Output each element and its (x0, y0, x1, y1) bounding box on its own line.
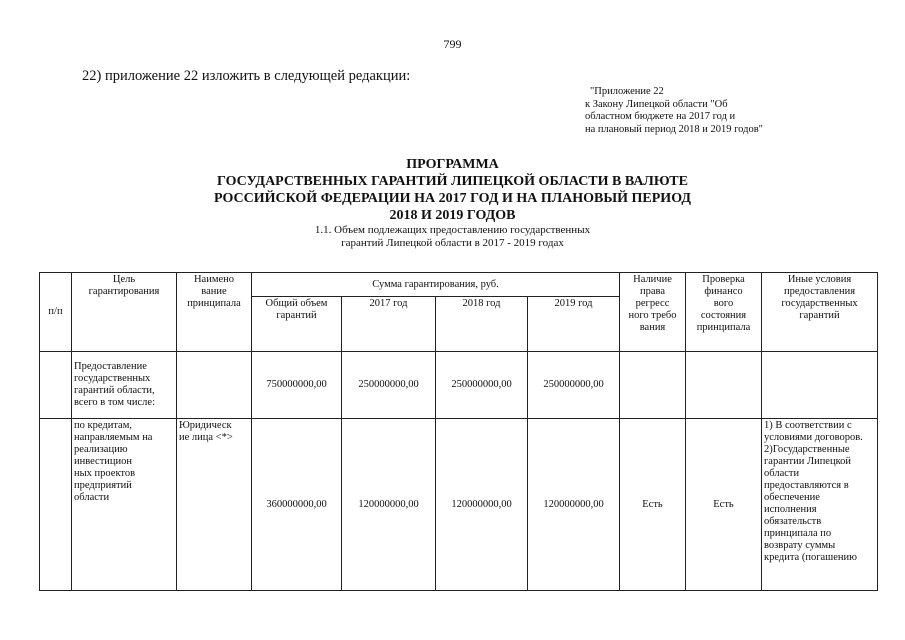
cell-check: Есть (686, 419, 762, 591)
cell-2019: 120000000,00 (528, 419, 620, 591)
cell-num (40, 352, 72, 419)
cell-num (40, 419, 72, 591)
cell-2019: 250000000,00 (528, 352, 620, 419)
cell-total: 750000000,00 (252, 352, 342, 419)
appendix-ref-line: на плановый период 2018 и 2019 годов" (585, 123, 763, 135)
document-title (0, 156, 905, 249)
title-line: РОССИЙСКОЙ ФЕДЕРАЦИИ НА 2017 ГОД И НА ПЛАНОВЫЙ ПЕРИОД (213, 191, 692, 206)
cell-check (686, 352, 762, 419)
cell-2017: 250000000,00 (342, 352, 436, 419)
appendix-ref-line: "Приложение 22 (590, 86, 664, 97)
header-purpose: Цель гарантирования (72, 273, 177, 352)
subtitle-line: 1.1. Объем подлежащих предоставлению государственных (314, 224, 591, 236)
guarantees-table (39, 272, 878, 591)
header-principal: Наимено вание принципала (177, 273, 252, 352)
cell-purpose: по кредитам, направляемым на реализацию инвестицион ных проектов предприятий области (72, 419, 177, 591)
cell-other: 1) В соответствии с условиями договоров. 2)Государственные гарантии Липецкой области предоставляются в обеспечение исполнения обязательств принципала по возврату суммы кредита (погашению (762, 419, 878, 591)
title-line: 2018 И 2019 ГОДОВ (389, 208, 516, 223)
header-2018: 2018 год (436, 297, 528, 352)
cell-2018: 250000000,00 (436, 352, 528, 419)
header-check: Проверка финансо вого состояния принципала (686, 273, 762, 352)
cell-total: 360000000,00 (252, 419, 342, 591)
header-regress: Наличие права регресс ного требо вания (620, 273, 686, 352)
appendix-ref-line: областном бюджете на 2017 год и (585, 111, 736, 122)
page-number: 799 (443, 37, 462, 51)
table-row (40, 352, 878, 419)
header-total: Общий объем гарантий (252, 297, 342, 352)
cell-principal (177, 352, 252, 419)
cell-purpose: Предоставление государственных гарантий области, всего в том числе: (72, 352, 177, 419)
header-other: Иные условия предоставления государственных гарантий (762, 273, 878, 352)
subtitle-line: гарантий Липецкой области в 2017 - 2019 годах (341, 236, 564, 249)
header-num: п/п (40, 273, 72, 352)
cell-principal: Юридическ ие лица <*> (177, 419, 252, 591)
table-row (40, 419, 878, 591)
cell-other (762, 352, 878, 419)
cell-regress: Есть (620, 419, 686, 591)
title-line: ПРОГРАММА (406, 157, 499, 172)
header-sum-group: Сумма гарантирования, руб. (252, 273, 620, 297)
cell-2017: 120000000,00 (342, 419, 436, 591)
appendix-ref-line: к Закону Липецкой области "Об (585, 98, 728, 110)
header-2019: 2019 год (528, 297, 620, 352)
intro-text: 22) приложение 22 изложить в следующей редакции: (82, 68, 411, 84)
title-line: ГОСУДАРСТВЕННЫХ ГАРАНТИЙ ЛИПЕЦКОЙ ОБЛАСТИ В ВАЛЮТЕ (217, 174, 688, 189)
cell-regress (620, 352, 686, 419)
appendix-reference (585, 86, 763, 136)
header-2017: 2017 год (342, 297, 436, 352)
cell-2018: 120000000,00 (436, 419, 528, 591)
